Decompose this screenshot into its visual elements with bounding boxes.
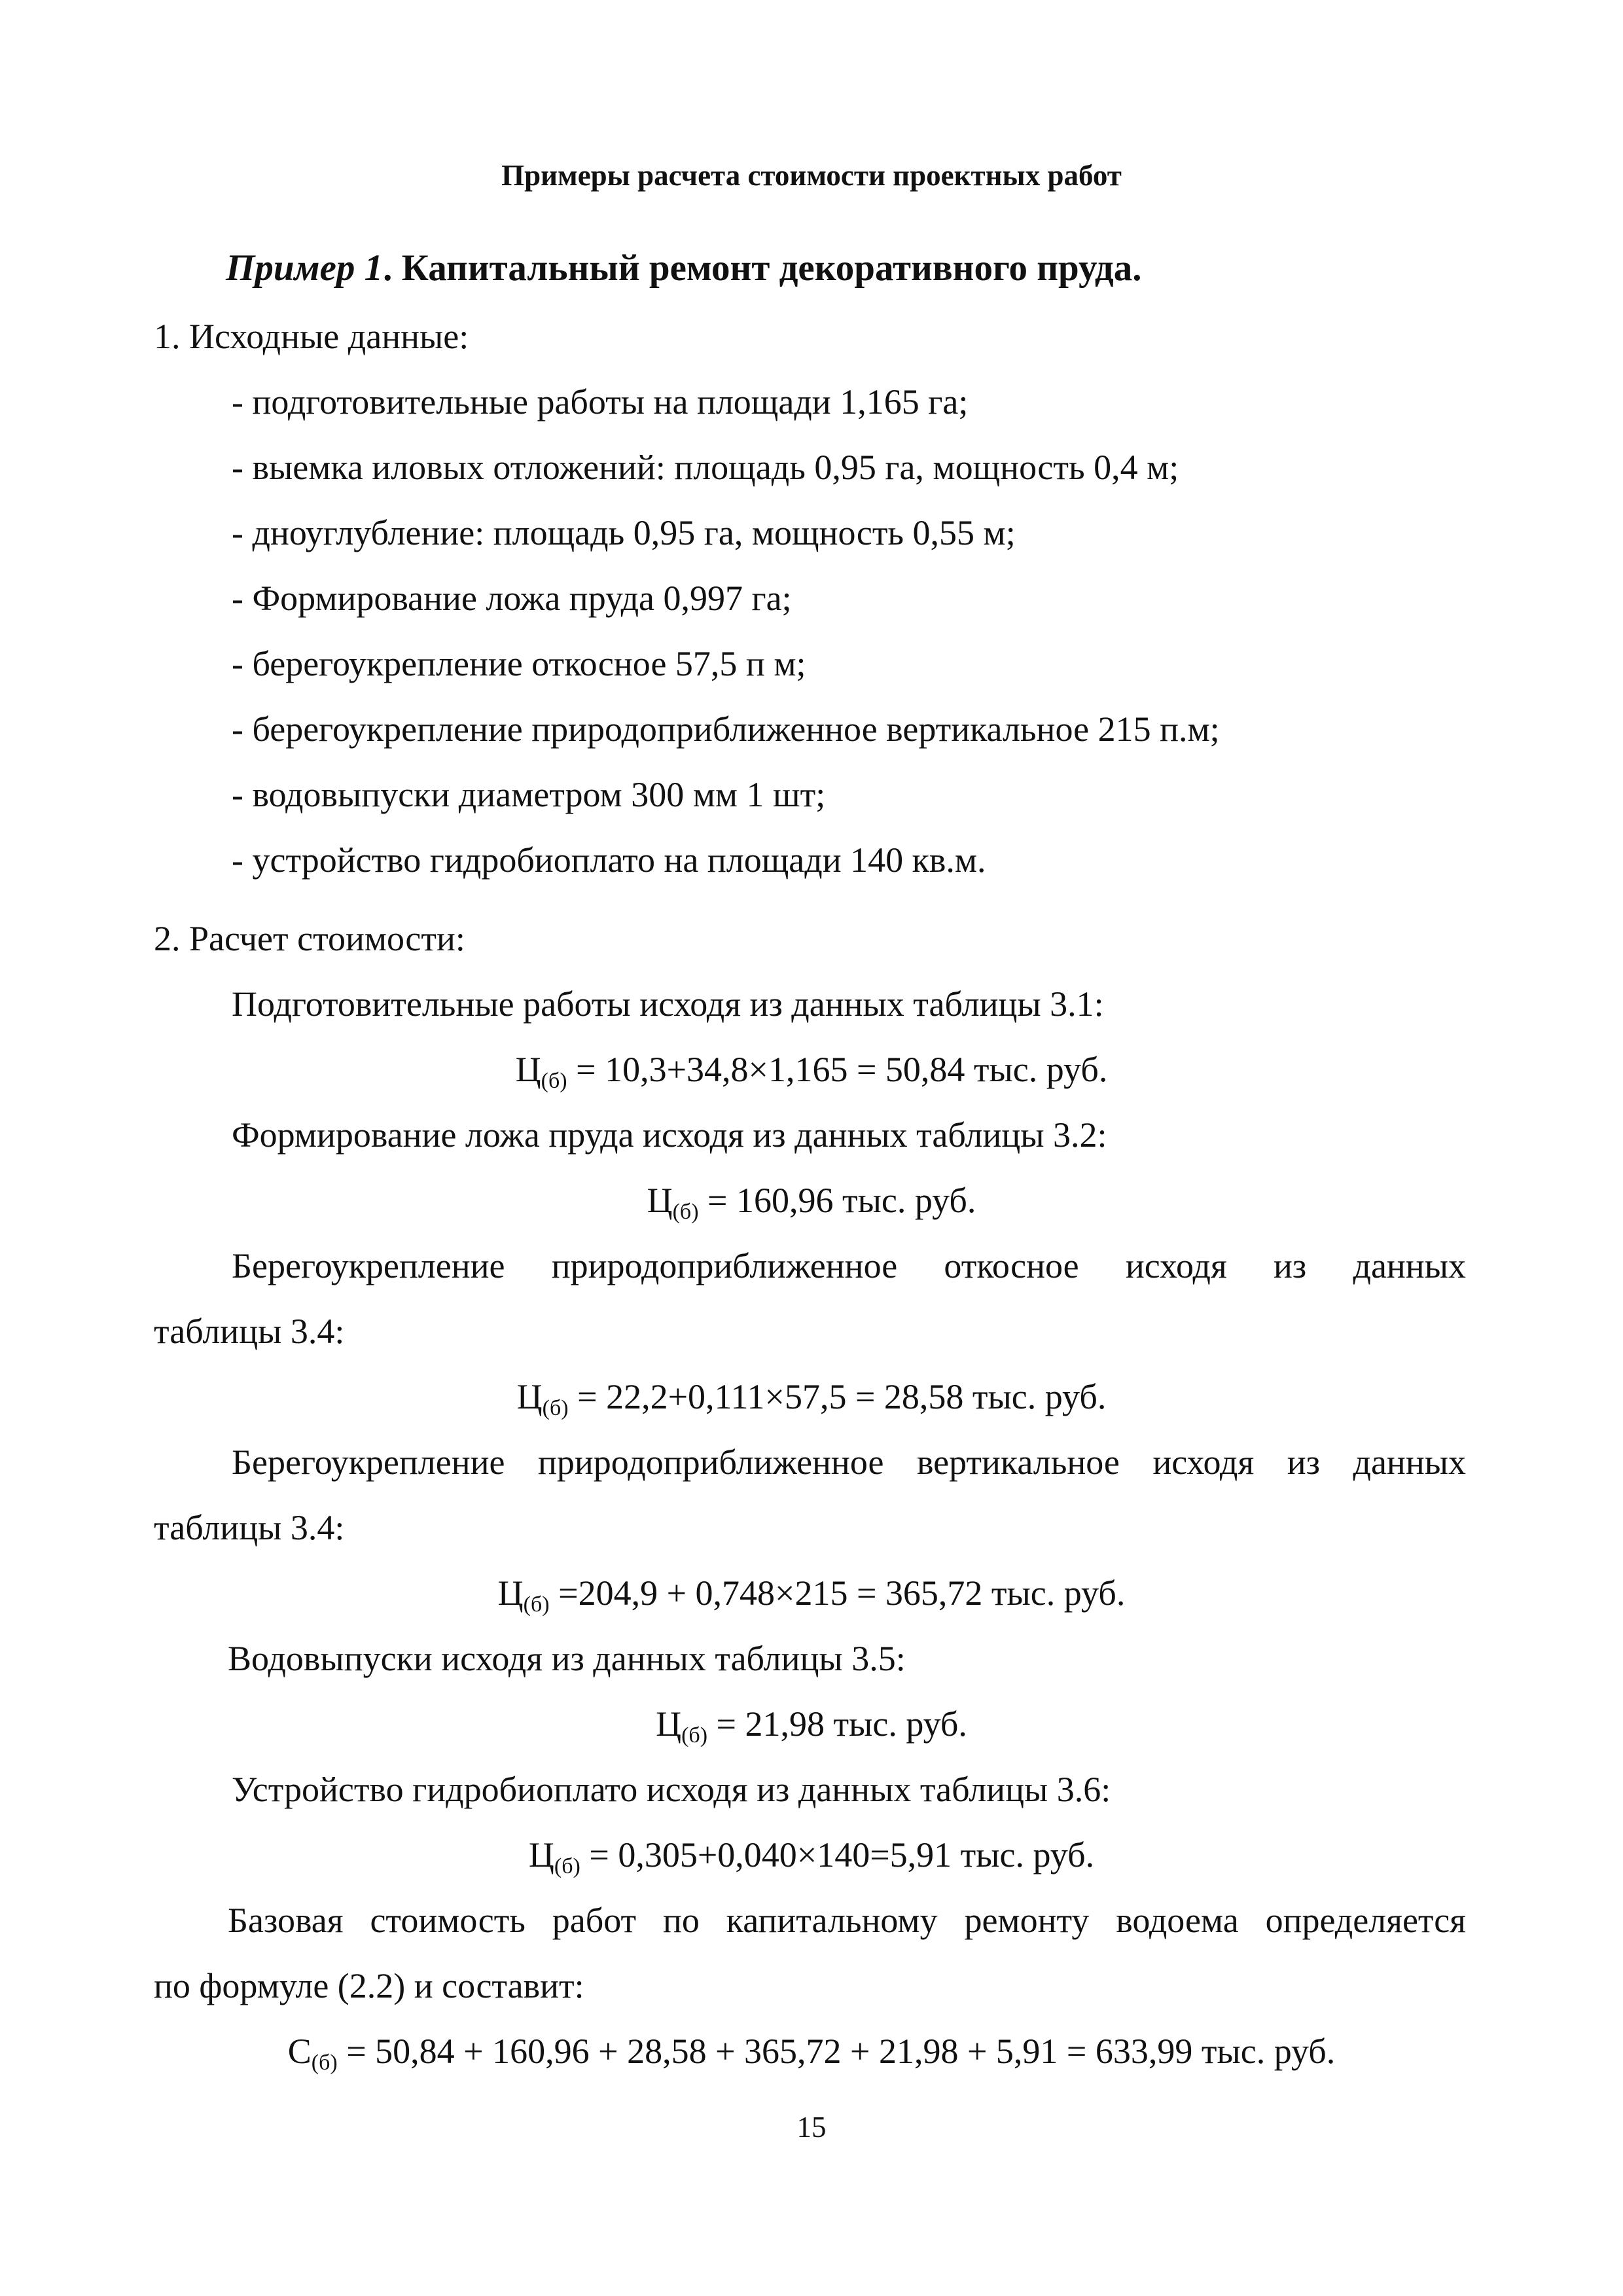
example-heading-text: Капитальный ремонт декоративного пруда. [392,247,1142,289]
list-item: - берегоукрепление откосное 57,5 п м; [232,644,806,683]
paragraph-base-cost-line-2: по формуле (2.2) и составит: [154,1966,584,2005]
formula-subscript: (б) [541,1069,567,1093]
formula-symbol: Ц [497,1573,524,1613]
list-item: - устройство гидробиоплато на площади 140 кв.м. [232,840,986,880]
list-item: - водовыпуски диаметром 300 мм 1 шт; [232,775,826,814]
list-item: - берегоукрепление природоприближенное вертикальное 215 п.м; [232,709,1220,749]
formula-expression: = 22,2+0,111×57,5 = 28,58 тыс. руб. [568,1377,1107,1416]
formula-subscript: (б) [554,1854,580,1878]
paragraph-vertical-line-1: Берегоукрепление природоприближенное вертикальное исходя из данных [232,1443,1466,1482]
formula-subscript: (б) [311,2051,338,2075]
formula-subscript: (б) [681,1723,708,1748]
formula-subscript: (б) [523,1592,550,1617]
formula-slope [157,1376,1466,1418]
formula-symbol: Ц [647,1181,673,1220]
paragraph-pond-bed: Формирование ложа пруда исходя из данных таблицы 3.2: [232,1115,1107,1155]
paragraph-preparatory: Подготовительные работы исходя из данных таблицы 3.1: [232,984,1104,1024]
formula-outlets [157,1703,1466,1748]
formula-total [157,2030,1466,2075]
list-item: - выемка иловых отложений: площадь 0,95 га, мощность 0,4 м; [232,448,1179,487]
formula-symbol: С [287,2032,312,2071]
formula-subscript: (б) [672,1200,699,1224]
formula-vertical [157,1572,1466,1617]
formula-subscript: (б) [542,1396,569,1420]
formula-bioplateau [157,1834,1466,1876]
paragraph-outlets: Водовыпуски исходя из данных таблицы 3.5: [228,1639,906,1678]
formula-symbol: Ц [528,1835,554,1874]
example-heading [226,247,1141,289]
paragraph-slope-line-1: Берегоукрепление природоприближенное откосное исходя из данных [232,1246,1466,1285]
paragraph-vertical-line-2: таблицы 3.4: [154,1508,345,1547]
list-item: - дноуглубление: площадь 0,95 га, мощность 0,55 м; [232,513,1016,552]
paragraph-bioplateau: Устройство гидробиоплато исходя из данных таблицы 3.6: [232,1770,1111,1809]
paragraph-base-cost-line-1: Базовая стоимость работ по капитальному ремонту водоема определяется [228,1901,1466,1940]
formula-expression: = 160,96 тыс. руб. [698,1181,976,1220]
formula-expression: = 50,84 + 160,96 + 28,58 + 365,72 + 21,98 + 5,91 = 633,99 тыс. руб. [337,2032,1336,2071]
paragraph-slope-line-2: таблицы 3.4: [154,1312,345,1351]
formula-preparatory [157,1049,1466,1093]
formula-expression: = 21,98 тыс. руб. [707,1704,967,1744]
formula-expression: = 10,3+34,8×1,165 = 50,84 тыс. руб. [567,1050,1108,1089]
example-label: Пример 1 [226,247,383,289]
formula-symbol: Ц [656,1704,682,1744]
page-number: 15 [796,2111,827,2144]
section-calculation-title: 2. Расчет стоимости: [154,919,465,958]
list-item: - Формирование ложа пруда 0,997 га; [232,579,792,618]
section-initial-data-title: 1. Исходные данные: [154,317,469,356]
page-title: Примеры расчета стоимости проектных работ [501,159,1122,192]
formula-symbol: Ц [515,1050,541,1089]
list-item: - подготовительные работы на площади 1,165 га; [232,382,969,422]
example-dot: . [383,247,393,289]
formula-expression: = 0,305+0,040×140=5,91 тыс. руб. [580,1835,1095,1874]
formula-pond-bed [157,1179,1466,1224]
formula-expression: =204,9 + 0,748×215 = 365,72 тыс. руб. [549,1573,1126,1613]
formula-symbol: Ц [516,1377,543,1416]
